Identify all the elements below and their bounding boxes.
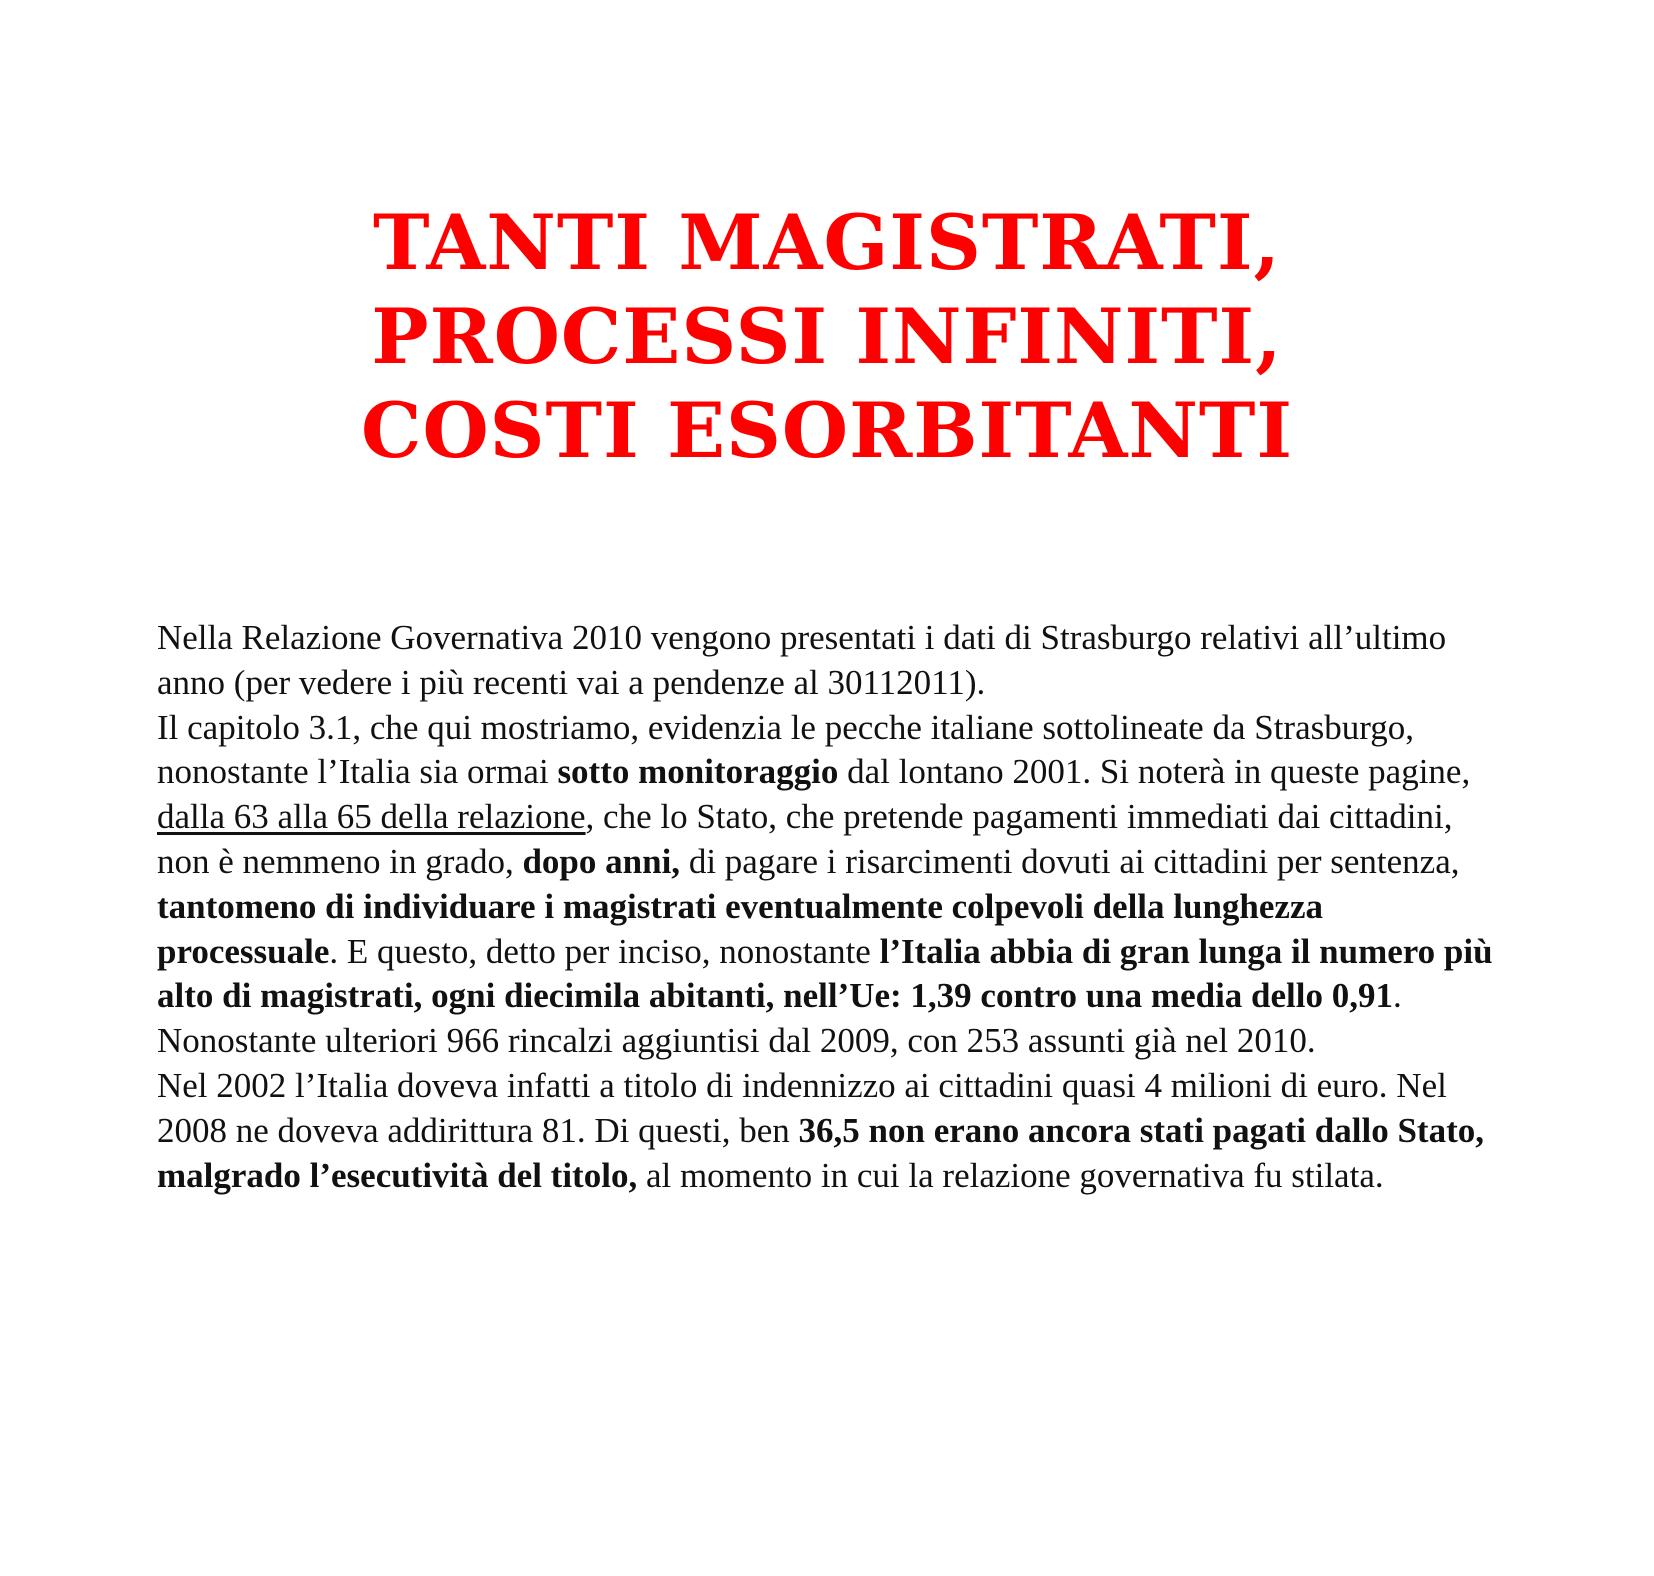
p2-text-g: di pagare i risarcimenti dovuti ai cittadini per sentenza,: [680, 841, 1460, 881]
p2-text-k: .: [1393, 976, 1402, 1016]
p2-bold-italia: l’Italia abbia di gran lunga il numero più alto di magistrati, ogni diecimila abitanti, nell’Ue: 1,39 contro una media dello 0,91: [157, 931, 1493, 1016]
p2-text-e: , che lo Stato, che pretende pagamenti immediati dai cittadini, non è nemmeno in grado,: [157, 797, 1453, 881]
p2-bold-magistrati: tantomeno di individuare i magistrati eventualmente colpevoli della lunghezza processuale: [157, 886, 1323, 971]
page-title: [0, 196, 1654, 478]
p2-text-i: . E questo, detto per inciso, nonostante: [329, 931, 880, 971]
paragraph-4: [157, 1064, 1502, 1198]
p2-text-c: dal lontano 2001. Si noterà in queste pagine,: [838, 752, 1471, 792]
p2-link-pagine[interactable]: dalla 63 alla 65 della relazione: [157, 797, 586, 837]
paragraph-1: Nella Relazione Governativa 2010 vengono presentati i dati di Strasburgo relativi all’ultimo anno (per vedere i più recenti vai a pendenze al 30112011).: [157, 618, 1447, 702]
p2-text-a: Il capitolo 3.1, che qui mostriamo, evidenzia le pecche italiane sottolineate da Strasburgo, nonostante l’Italia sia ormai: [157, 707, 1415, 792]
title-line-1: TANTI MAGISTRATI,: [373, 198, 1281, 287]
p4-bold-365: 36,5 non erano ancora stati pagati dallo Stato, malgrado l’esecutività del titolo,: [157, 1110, 1484, 1195]
title-line-3: COSTI ESORBITANTI: [360, 386, 1294, 475]
p4-text-a: Nel 2002 l’Italia doveva infatti a titolo di indennizzo ai cittadini quasi 4 milioni di euro. Nel 2008 ne doveva addirittura 81. Di questi, ben: [157, 1065, 1447, 1150]
p2-bold-dopo-anni: dopo anni,: [522, 841, 681, 881]
p2-bold-monitoraggio: sotto monitoraggio: [557, 752, 839, 792]
title-line-2: PROCESSI INFINITI,: [371, 292, 1283, 381]
article-body: [157, 616, 1502, 1198]
p4-text-c: al momento in cui la relazione governativa fu stilata.: [637, 1155, 1384, 1195]
paragraph-3: Nonostante ulteriori 966 rincalzi aggiuntisi dal 2009, con 253 assunti già nel 2010.: [157, 1021, 1316, 1061]
paragraph-2: [157, 706, 1502, 1020]
